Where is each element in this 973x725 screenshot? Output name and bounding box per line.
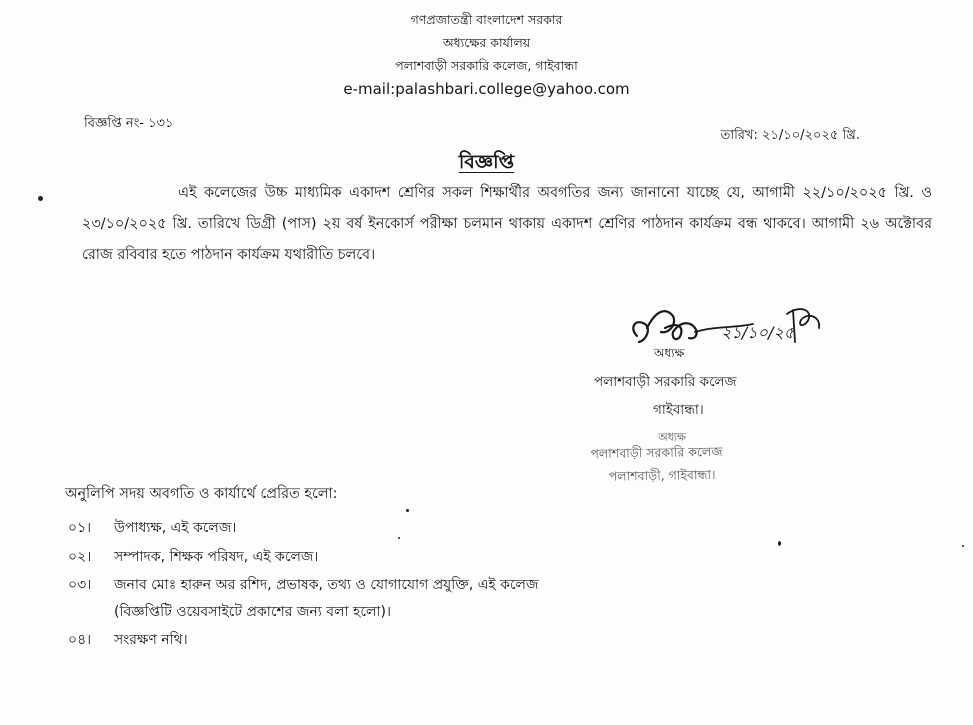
copy-list-item <box>68 516 236 540</box>
scan-speck <box>38 196 43 201</box>
copy-item-number: ০১। <box>68 520 92 536</box>
copy-item-text: উপাধ্যক্ষ, এই কলেজ। <box>114 520 237 536</box>
official-stamp <box>590 426 830 484</box>
header-college: পলাশবাড়ী সরকারি কলেজ, গাইবান্ধা <box>395 58 578 73</box>
copy-list-item <box>68 628 188 652</box>
copy-list-item <box>68 573 538 597</box>
copy-item-note: (বিজ্ঞপ্তিটি ওয়েবসাইটে প্রকাশের জন্য বলা হলো)। <box>114 604 391 620</box>
notice-title: বিজ্ঞপ্তি <box>458 151 515 173</box>
header-office: অধ্যক্ষের কার্যালয় <box>442 35 531 50</box>
copy-item-text: জনাব মোঃ হারুন অর রশিদ, প্রভাষক, তথ্য ও যোগাযোগ প্রযুক্তি, এই কলেজ <box>114 577 539 593</box>
signature-handwritten-date: ২১/১০/২৫ <box>721 323 795 342</box>
copy-item-text: সম্পাদক, শিক্ষক পরিষদ, এই কলেজ। <box>114 549 319 565</box>
scan-speck <box>406 509 409 512</box>
scan-speck <box>398 537 400 539</box>
signatory-college: পলাশবাড়ী সরকারি কলেজ <box>594 374 737 390</box>
header-government: গণপ্রজাতন্ত্রী বাংলাদেশ সরকার <box>410 12 563 27</box>
notice-body: এই কলেজের উচ্চ মাধ্যমিক একাদশ শ্রেণির সকল শিক্ষার্থীর অবগতির জন্য জানানো যাচ্ছে যে, আগামী ২২/১০/২০২৫ খ্রি. ও ২৩/১০/২০২৫ খ্রি. তারিখে ডিগ্রী (পাস) ২য় বর্ষ ইনকোর্স পরীক্ষা চলমান থাকায় একাদশ শ্রেণির পাঠদান কার্যক্রম বন্ধ থাকবে। আগামী ২৬ অক্টোবর রোজ রবিবার হতে পাঠদান কার্যক্রম যথারীতি চলবে। <box>82 185 932 263</box>
stamp-college: পলাশবাড়ী সরকারি কলেজ <box>590 443 723 462</box>
copy-list-item <box>68 545 318 569</box>
scan-speck <box>778 541 781 546</box>
copy-item-number: ০৩। <box>68 577 92 593</box>
notice-date: তারিখ: ২১/১০/২০২৫ খ্রি. <box>720 128 860 143</box>
header-email: e-mail:palashbari.college@yahoo.com <box>343 80 630 98</box>
scan-speck <box>962 545 964 547</box>
copy-list-title: অনুলিপি সদয় অবগতি ও কার্যার্থে প্রেরিত হলো: <box>65 486 338 502</box>
stamp-designation: অধ্যক্ষ <box>658 430 687 444</box>
memo-number: বিজ্ঞপ্তি নং- ১৩১ <box>84 116 174 131</box>
copy-item-text: সংরক্ষণ নথি। <box>114 632 188 648</box>
signatory-district: গাইবান্ধা। <box>653 402 704 418</box>
signatory-designation: অধ্যক্ষ <box>654 346 685 360</box>
copy-item-number: ০২। <box>68 549 92 565</box>
copy-item-number: ০৪। <box>68 632 92 648</box>
stamp-location: পলাশবাড়ী, গাইবান্ধা। <box>608 466 716 484</box>
